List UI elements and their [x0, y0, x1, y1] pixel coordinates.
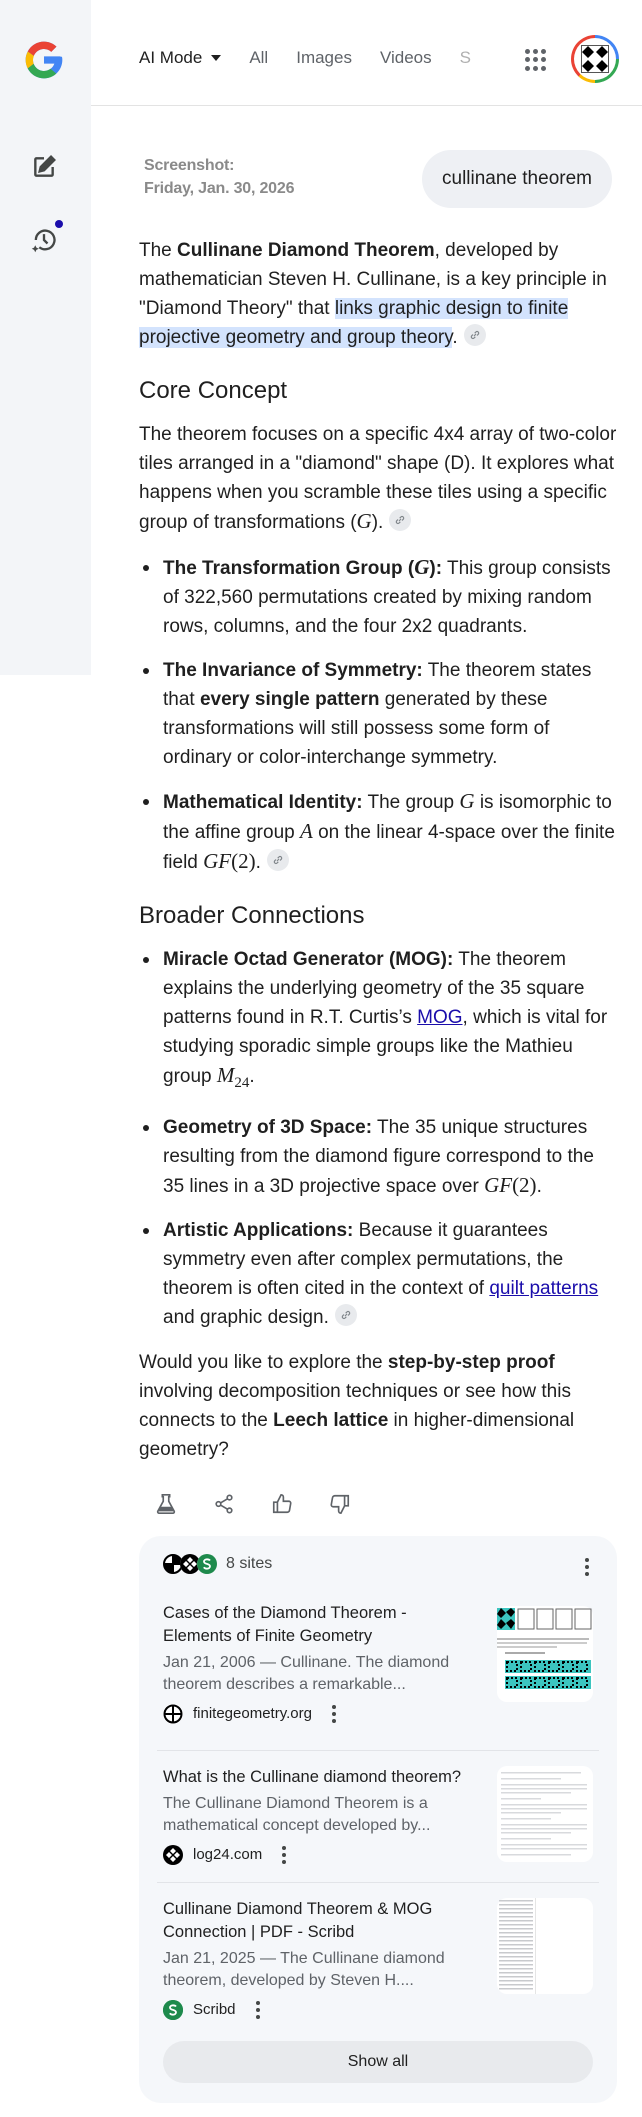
- divider: [157, 1882, 599, 1883]
- closing-paragraph: Would you like to explore the step-by-step proof involving decomposition techniques or see how this connects to the Leech lattice in higher-dimensional geometry?: [139, 1352, 575, 1461]
- top-header: [91, 0, 642, 106]
- more-options-icon[interactable]: [581, 1558, 593, 1576]
- broader-bullets: [139, 945, 619, 1332]
- edit-icon: [31, 154, 57, 180]
- history-button[interactable]: [28, 224, 60, 256]
- list-item: Artistic Applications: Because it guarantees symmetry even after complex permutations, the theorem is often cited in the context of quilt patterns and graphic design.: [139, 1216, 619, 1332]
- source-thumbnail: [497, 1606, 593, 1702]
- citation-link-button[interactable]: [267, 849, 289, 871]
- share-button[interactable]: [211, 1491, 237, 1517]
- list-item: Geometry of 3D Space: The 35 unique structures resulting from the diamond figure correspond to the 35 lines in a 3D projective space over GF(2).: [139, 1113, 619, 1201]
- new-chat-button[interactable]: [28, 151, 60, 183]
- sources-count: 8 sites: [226, 1555, 273, 1572]
- list-item: The Invariance of Symmetry: The theorem states that every single pattern generated by these transformations will still possess some form of ordinary or color-interchange symmetry.: [139, 656, 619, 772]
- list-item: The Transformation Group (G): This group consists of 322,560 permutations created by mixing random rows, columns, and the four 2x2 quadrants.: [139, 553, 619, 641]
- citation-link-button[interactable]: [464, 324, 486, 346]
- finitegeometry-favicon: [163, 1704, 183, 1724]
- timestamp-label: Screenshot:: [144, 157, 235, 174]
- more-options-icon[interactable]: [252, 2001, 264, 2019]
- quilt-patterns-link[interactable]: quilt patterns: [489, 1278, 599, 1300]
- scribd-favicon: [163, 2000, 183, 2020]
- labs-button[interactable]: [153, 1491, 179, 1517]
- source-thumbnail: [497, 1898, 593, 1994]
- sources-header[interactable]: [163, 1554, 272, 1574]
- source-site-name: Scribd: [193, 2001, 236, 2018]
- citation-link-button[interactable]: [389, 509, 411, 531]
- list-item: Miracle Octad Generator (MOG): The theorem explains the underlying geometry of the 35 square patterns found in R.T. Curtis’s MOG, which is vital for studying sporadic simple groups like the Mathieu group $M_{24}$.: [139, 945, 619, 1098]
- thumbs-up-button[interactable]: [269, 1491, 295, 1517]
- highlighted-claim[interactable]: links graphic design to finite projective geometry and group theory: [139, 298, 569, 348]
- link-icon: [272, 854, 284, 866]
- tab-truncated[interactable]: S: [459, 48, 471, 67]
- left-rail: [0, 0, 91, 675]
- search-tabs: [139, 48, 471, 68]
- screenshot-timestamp: [144, 154, 294, 200]
- diamond-avatar-icon: [581, 45, 609, 73]
- thumbs-up-icon: [271, 1493, 293, 1515]
- avatar[interactable]: [571, 35, 619, 83]
- intro-paragraph: The Cullinane Diamond Theorem, developed by mathematician Steven H. Cullinane, is a key principle in "Diamond Theory" that links graphic design to finite projective geometry and group theory.: [139, 240, 607, 348]
- ai-answer: [139, 236, 619, 1480]
- source-title[interactable]: What is the Cullinane diamond theorem?: [163, 1768, 462, 1786]
- source-site-name: log24.com: [193, 1846, 263, 1863]
- citation-link-button[interactable]: [335, 1304, 357, 1326]
- google-logo-icon[interactable]: [22, 38, 66, 82]
- tab-label: AI Mode: [139, 48, 203, 67]
- source-thumbnail: [497, 1766, 593, 1862]
- source-item[interactable]: [163, 1898, 593, 2020]
- user-query-bubble: cullinane theorem: [422, 150, 612, 208]
- thumbs-down-button[interactable]: [327, 1491, 353, 1517]
- source-title[interactable]: Cullinane Diamond Theorem & MOG Connection | PDF - Scribd: [163, 1900, 433, 1941]
- tab-ai-mode[interactable]: [139, 48, 221, 68]
- chevron-down-icon: [211, 55, 221, 61]
- answer-actions: [153, 1491, 353, 1517]
- mog-link[interactable]: MOG: [417, 1007, 463, 1028]
- source-snippet: The Cullinane Diamond Theorem is a mathematical concept developed by...: [163, 1795, 431, 1834]
- source-snippet: Jan 21, 2025 — The Cullinane diamond theorem, developed by Steven H....: [163, 1950, 445, 1989]
- link-icon: [469, 329, 481, 341]
- section-heading-broader-connections: Broader Connections: [139, 902, 365, 929]
- thumbs-down-icon: [329, 1493, 351, 1515]
- source-item[interactable]: [163, 1766, 593, 1865]
- apps-grid-icon[interactable]: [525, 49, 547, 71]
- tab-images[interactable]: Images: [296, 48, 352, 67]
- link-icon: [394, 514, 406, 526]
- list-item: Mathematical Identity: The group G is isomorphic to the affine group A on the linear 4-space over the finite field GF(2).: [139, 787, 619, 877]
- source-site: [163, 1704, 593, 1724]
- sources-panel: [139, 1536, 617, 2103]
- divider: [157, 1750, 599, 1751]
- source-snippet: Jan 21, 2006 — Cullinane. The diamond theorem describes a remarkable...: [163, 1654, 450, 1693]
- tab-all[interactable]: All: [249, 48, 269, 67]
- show-all-button[interactable]: Show all: [163, 2041, 593, 2083]
- more-options-icon[interactable]: [328, 1705, 340, 1723]
- notification-dot: [55, 220, 63, 228]
- section-heading-core-concept: Core Concept: [139, 377, 288, 404]
- source-item[interactable]: [163, 1602, 593, 1724]
- core-bullets: [139, 553, 619, 877]
- tab-videos[interactable]: Videos: [379, 48, 432, 67]
- log24-favicon: [163, 1845, 183, 1865]
- timestamp-date: Friday, Jan. 30, 2026: [144, 180, 295, 197]
- history-icon: [30, 226, 58, 254]
- more-options-icon[interactable]: [278, 1846, 290, 1864]
- share-icon: [213, 1493, 235, 1515]
- source-title[interactable]: Cases of the Diamond Theorem - Elements of Finite Geometry: [163, 1604, 407, 1645]
- labs-icon: [155, 1493, 177, 1515]
- core-paragraph: The theorem focuses on a specific 4x4 array of two-color tiles arranged in a "diamond" shape (D). It explores what happens when you scramble these tiles using a specific group of transformations (G).: [139, 424, 617, 533]
- scribd-favicon: [197, 1554, 217, 1574]
- source-site: [163, 2000, 593, 2020]
- source-site-name: finitegeometry.org: [193, 1705, 312, 1722]
- link-icon: [340, 1309, 352, 1321]
